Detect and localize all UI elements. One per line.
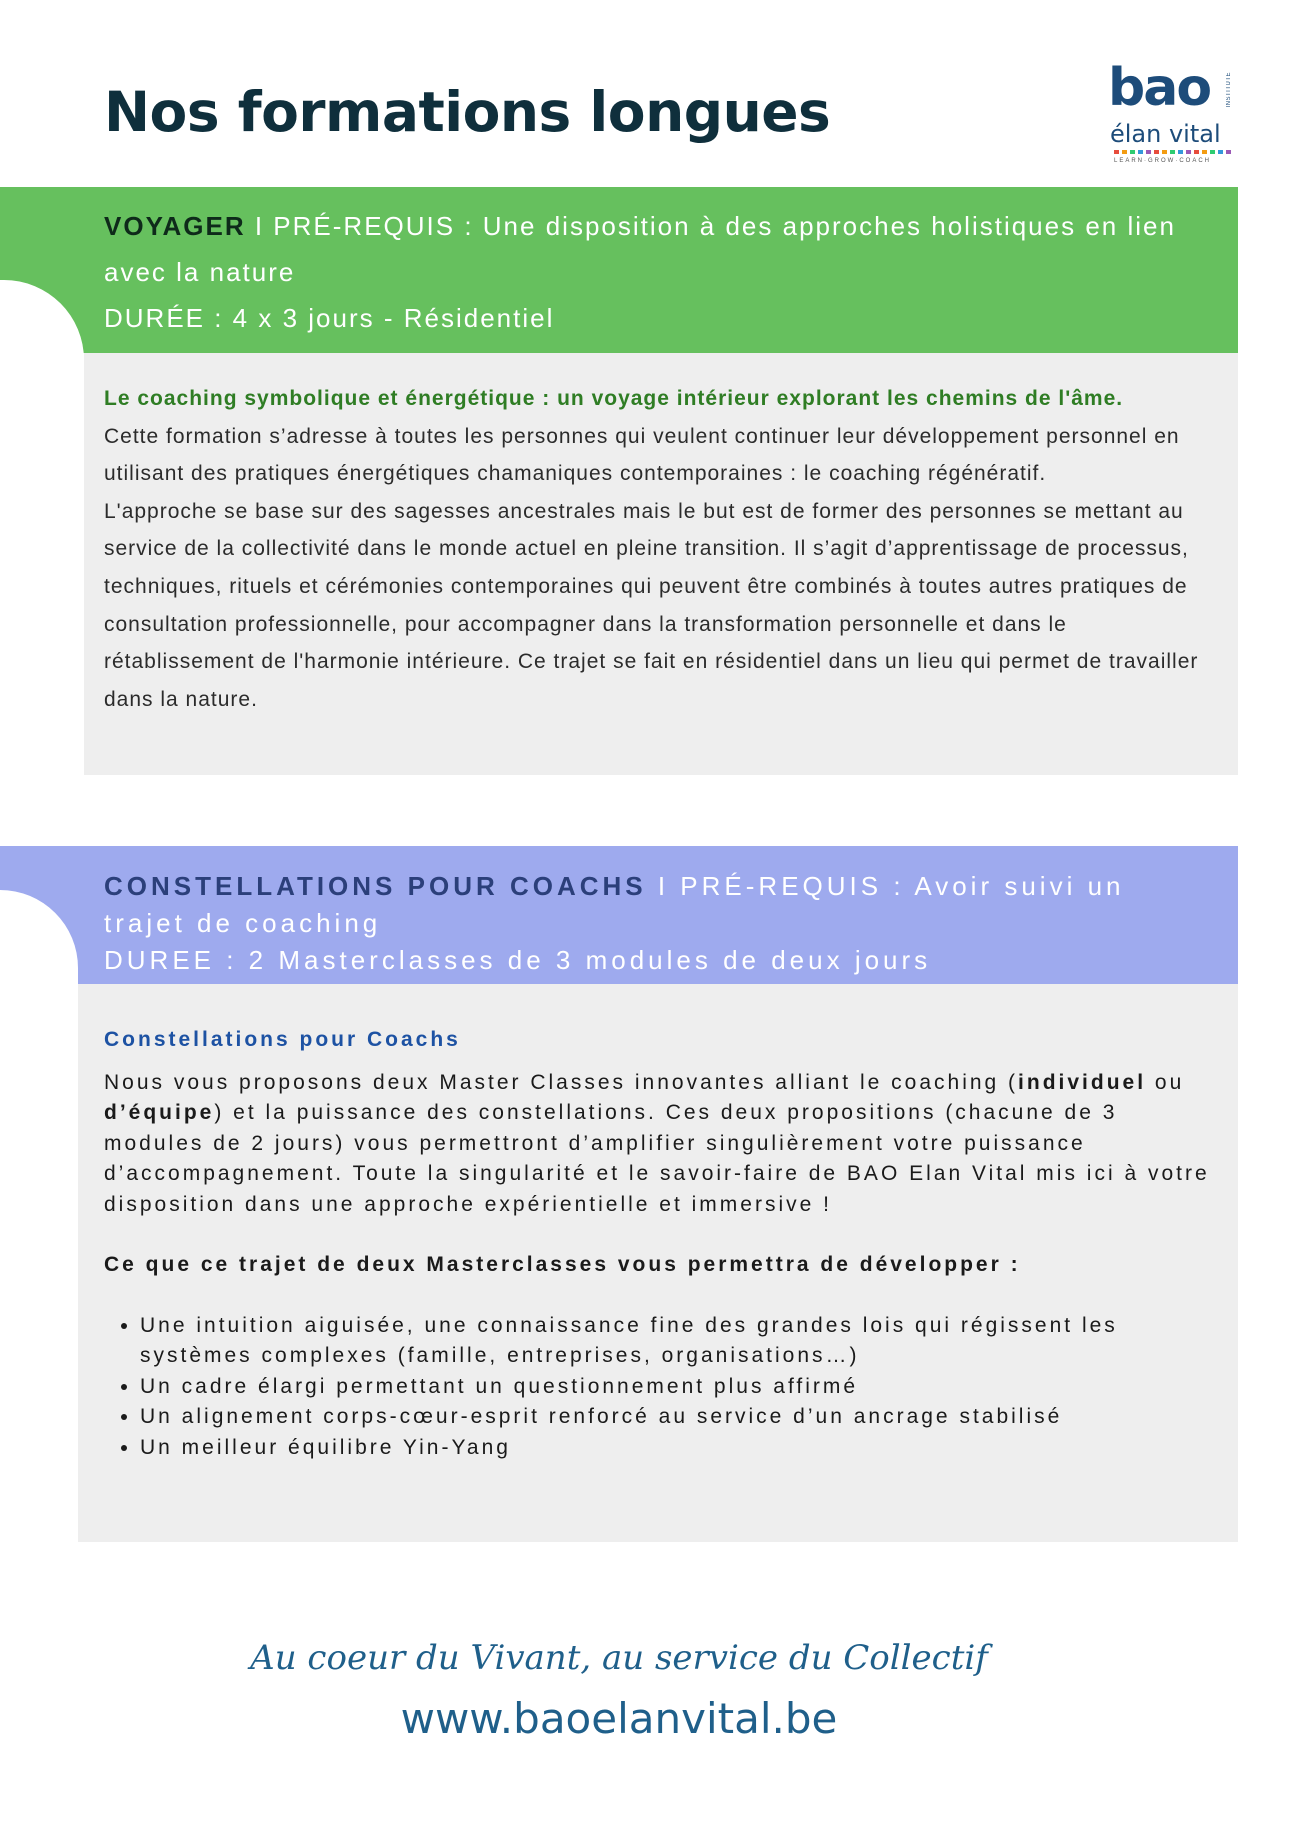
section-constellations-body (104, 1025, 1224, 1463)
section-constellations-lead: Constellations pour Coachs (104, 1028, 461, 1051)
section-constellations-prerequisite: I PRÉ-REQUIS : Avoir suivi un trajet de coaching (104, 871, 1125, 938)
benefits-list (104, 1311, 1224, 1464)
logo-color-dots (1114, 150, 1234, 154)
section-voyager-paragraph: L'approche se base sur des sagesses ancestrales mais le but est de former des personnes se mettant au service de la collectivité dans le monde actuel en pleine transition. Il s’agit d’apprentissage de processus, techniques, rituels et cérémonies contemporaines qui peuvent être combinés à toutes autres pratiques de consultation professionnelle, pour accompagner dans la transformation personnelle et dans le rétablissement de l'harmonie intérieure. Ce trajet se fait en résidentiel dans un lieu qui permet de travailler dans la nature. (104, 499, 1199, 711)
list-item: • Un alignement corps-cœur-esprit renforcé au service d’un ancrage stabilisé (140, 1402, 1224, 1433)
footer-slogan: Au coeur du Vivant, au service du Collectif (250, 1638, 988, 1678)
section-voyager-body (104, 380, 1214, 718)
section-voyager-title: VOYAGER (104, 211, 246, 241)
section-voyager-duration: DURÉE : 4 x 3 jours - Résidentiel (104, 303, 555, 333)
paragraph-emphasis: d’équipe (104, 1101, 215, 1124)
section-voyager-prerequisite: I PRÉ-REQUIS : Une disposition à des approches holistiques en lien avec la nature (104, 211, 1176, 287)
brand-logo (1108, 58, 1238, 172)
paragraph-text: Nous vous proposons deux Master Classes innovantes alliant le coaching ( (104, 1070, 1019, 1094)
section-constellations-title: CONSTELLATIONS POUR COACHS (104, 871, 647, 901)
paragraph-emphasis: individuel (1018, 1070, 1147, 1094)
list-item: • Un meilleur équilibre Yin-Yang (140, 1433, 1224, 1464)
section-voyager-header (104, 203, 1204, 341)
section-voyager-lead: Le coaching symbolique et énergétique : un voyage intérieur explorant les chemins de l'âme. (104, 387, 1124, 410)
page-title: Nos formations longues (104, 80, 831, 144)
paragraph-text: ) et la puissance des constellations. Ces deux propositions (chacune de 3 modules de 2 jours) vous permettront d’amplifier singulièrement votre puissance d’accompagnement. Toute la singularité et le savoir-faire de BAO Elan Vital mis ici à votre disposition dans une approche expérientielle et immersive ! (104, 1101, 1210, 1216)
list-item: • Une intuition aiguisée, une connaissance fine des grandes lois qui régissent les systèmes complexes (famille, entreprises, organisations…) (140, 1311, 1224, 1372)
section-constellations-benefits-heading: Ce que ce trajet de deux Masterclasses vous permettra de développer : (104, 1253, 1021, 1276)
logo-institute-text: INSTITUTE (1226, 72, 1232, 108)
section-constellations-duration: DUREE : 2 Masterclasses de 3 modules de deux jours (104, 945, 932, 975)
logo-brand-text: bao (1108, 58, 1211, 118)
logo-name-text: élan vital (1110, 120, 1221, 148)
footer-website-link[interactable]: www.baoelanvital.be (400, 1694, 838, 1743)
paragraph-text: ou (1146, 1070, 1185, 1094)
section-constellations-header (104, 868, 1204, 979)
section-voyager-paragraph: Cette formation s’adresse à toutes les personnes qui veulent continuer leur développement personnel en utilisant des pratiques énergétiques chamaniques contemporaines : le coaching régénératif. (104, 424, 1180, 486)
list-item: • Un cadre élargi permettant un questionnement plus affirmé (140, 1372, 1224, 1403)
section-constellations-paragraph (104, 1068, 1224, 1221)
logo-tagline: LEARN·GROW·COACH (1114, 158, 1212, 164)
